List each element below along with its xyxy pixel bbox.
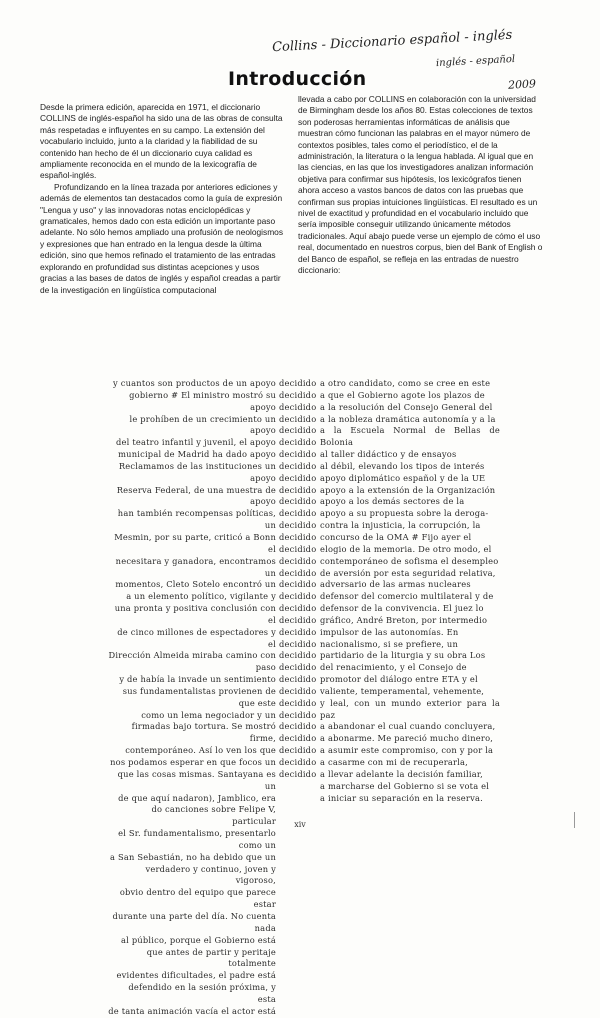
concordance-line: concurso de la OMA # Fijo ayer el	[320, 531, 472, 542]
concordance-line: a iniciar su separación en la reserva.	[320, 792, 483, 803]
concordance-line: de que aquí nadaron), Jamblico, era	[118, 792, 276, 803]
concordance-line: a un elemento político, vigilante y	[126, 591, 276, 602]
concordance-line: defensor del comercio multilateral y de	[320, 591, 494, 602]
concordance-line: de cinco millones de espectadores y el	[117, 626, 276, 649]
concordance-line: decidido	[279, 484, 317, 495]
handwritten-note-title: Collins - Diccionario español - inglés	[271, 27, 513, 56]
concordance-line: apoyo diplomático español y de la UE	[320, 472, 486, 483]
concordance-line: decidido	[279, 520, 317, 531]
concordance-line: decidido	[279, 591, 317, 602]
concordance-line: del teatro infantil y juvenil, el apoyo	[116, 437, 276, 448]
page-number: xiv	[294, 820, 306, 829]
concordance-line: decidido	[279, 508, 317, 519]
page-title: Introducción	[228, 68, 367, 90]
intro-paragraph: Profundizando en la línea trazada por anteriores ediciones y además de elementos tan destacados como la guía de expresión "Lengua y uso" y las innovadoras notas enciclopédicas y gramaticales, hemos dado con esta edición un importante paso adelante. No sólo hemos ampliado una profusión de neologismos y expresiones que han entrado en la lengua desde la última edición, sino que hemos refinado el tratamiento de las entradas explorando en profundidad sus distintas acepciones y usos gracias a las bases de datos de inglés y español creadas a partir de la investigación en lingüística computacional	[40, 181, 284, 295]
intro-column-left	[40, 102, 288, 352]
concordance-line: decidido	[279, 449, 317, 460]
concordance-line: apoyo a la extensión de la Organización	[320, 484, 496, 495]
concordance-line: a llevar adelante la decisión familiar,	[320, 768, 483, 779]
concordance-line: le prohíben de un crecimiento un apoyo	[129, 413, 276, 436]
concordance-line: decidido	[279, 768, 317, 779]
concordance-line: a asumir este compromiso, con y por la	[320, 745, 494, 756]
concordance-line: como un lema negociador y un	[141, 709, 276, 720]
concordance-line: y de había la invade un sentimiento	[119, 674, 276, 685]
concordance-line: decidido	[279, 496, 317, 507]
concordance-line: Reclamamos de las instituciones un apoyo	[118, 460, 276, 483]
concordance-line: al taller didáctico y de ensayos	[320, 449, 457, 460]
concordance-line: adversario de las armas nucleares	[320, 579, 471, 590]
concordance-line: al público, porque el Gobierno está	[121, 934, 276, 945]
concordance-line: decidido	[279, 543, 317, 554]
concordance-line: a la resolución del Consejo General del	[320, 401, 493, 412]
concordance-line: evidentes dificultades, el padre está	[116, 970, 276, 981]
concordance-line: decidido	[279, 567, 317, 578]
concordance-line: decidido	[279, 745, 317, 756]
concordance-line: una pronta y positiva conclusión con el	[114, 603, 276, 625]
concordance-line: a casarme con mi de recuperarla,	[320, 757, 469, 767]
handwritten-note-direction: inglés - español	[435, 53, 516, 70]
concordance-line: nos podamos esperar en que focos un	[110, 757, 276, 767]
concordance-line: al débil, elevando los tipos de interés	[320, 460, 485, 471]
concordance-line: han también recompensas políticas, un	[117, 508, 276, 531]
concordance-line: nacionalismo, si se prefiere, un	[320, 638, 458, 649]
concordance-line: a la nobleza dramática autonomía y a la	[320, 413, 496, 424]
concordance-line: Dirección Almeida miraba camino con paso	[108, 650, 276, 673]
concordance-line: decidido	[279, 614, 317, 625]
concordance-line: a abonarme. Me pareció mucho dinero,	[320, 733, 494, 744]
concordance-line: a marcharse del Gobierno si se vota el	[320, 780, 490, 791]
concordance-line: decidido	[279, 674, 317, 685]
concordance-line: defensor de la convivencia. El juez lo	[320, 603, 484, 614]
concordance-line: y cuantos son productos de un apoyo	[113, 378, 276, 388]
concordance-line: decidido	[279, 389, 317, 400]
concordance-line: que las cosas mismas. Santayana es un	[117, 768, 276, 791]
concordance-line: contemporáneo. Así lo ven los que	[125, 745, 276, 756]
concordance-line: apoyo a los demás sectores de la	[320, 496, 465, 507]
concordance-line: el Sr. fundamentalismo, presentarlo como un	[118, 828, 276, 850]
concordance-line: decidido	[279, 460, 317, 471]
concordance-line: decidido	[279, 401, 317, 412]
concordance-line: Reserva Federal, de una muestra de apoyo	[116, 484, 276, 507]
concordance-line: impulsor de las autonomías. En	[320, 626, 459, 637]
concordance-line: contra la injusticia, la corrupción, la	[320, 520, 481, 531]
concordance-line: a abandonar el cual cuando concluyera,	[320, 721, 496, 732]
concordance-line: decidido	[279, 757, 317, 767]
concordance-line: decidido	[279, 721, 317, 732]
intro-paragraph: llevada a cabo por COLLINS en colaboración con la universidad de Birmingham desde los años 80. Estas colecciones de textos son poderosas herramientas informáticas de análisis que muestran cómo funcionan las palabras en el mayor número de contextos posibles, tales como el periodístico, el de la administración, la literatura o la lengua hablada. Al igual que en las ciencias, en las que los investigadores analizan información objetiva para confirmar sus hipótesis, los lexicógrafos tienen ahora acceso a vastos bancos de datos con las pruebas que confirman sus propias intuiciones lingüísticas. El resultado es un nivel de exactitud y profundidad en el vocabulario incluido que sería imposible conseguir utilizando únicamente métodos tradicionales. Aquí abajo puede verse un ejemplo de cómo el uso real, documentado en nuestros corpus, bien del Bank of English o del Banco de español, se refleja en las entradas de nuestro diccionario:	[298, 94, 543, 276]
concordance-line: a otro candidato, como se cree en este	[320, 378, 491, 388]
concordance-line: promotor del diálogo entre ETA y el	[320, 674, 478, 685]
concordance-line: momentos, Cleto Sotelo encontró un	[115, 579, 276, 590]
concordance-line: y leal, con un mundo exterior para la paz	[320, 697, 500, 720]
concordance-line: verdadero y continuo, joven y vigoroso,	[145, 863, 276, 886]
handwritten-note-year: 2009	[507, 77, 537, 92]
concordance-line: decidido	[279, 626, 317, 637]
concordance-line: valiente, temperamental, vehemente,	[320, 685, 485, 696]
concordance-line: decidido	[279, 378, 317, 388]
concordance-line: contemporáneo de sofisma el desempleo	[320, 555, 499, 566]
concordance-line: sus fundamentalistas provienen de que este	[122, 685, 276, 708]
concordance-line: gráfico, André Breton, por intermedio	[320, 614, 488, 625]
concordance-line: partidario de la liturgia y su obra Los	[320, 650, 486, 661]
concordance-line: decidido	[279, 709, 317, 720]
concordance-line: durante una parte del día. No cuenta nada	[112, 910, 276, 933]
margin-mark	[574, 812, 585, 828]
concordance-line: que antes de partir y peritaje totalmente	[146, 946, 276, 969]
concordance-line: del renacimiento, y el Consejo de	[320, 662, 467, 673]
concordance-line: defendido en la sesión próxima, y esta	[128, 982, 276, 1004]
concordance-line: a que el Gobierno agote los plazos de	[320, 389, 485, 400]
concordance-line: de aversión por esta seguridad relativa,	[320, 567, 496, 578]
concordance-line: decidido	[279, 413, 317, 424]
concordance-line: decidido	[279, 603, 317, 614]
concordance-line: decidido	[279, 531, 317, 542]
corpus-context-left	[108, 378, 276, 1016]
concordance-line: Mesmin, por su parte, criticó a Bonn el	[114, 531, 276, 554]
concordance-line: decidido	[279, 638, 317, 649]
concordance-line: elogio de la memoria. De otro modo, el	[320, 543, 492, 554]
corpus-keyword-column	[279, 378, 319, 779]
concordance-line: a la Escuela Normal de Bellas de Bolonia	[320, 425, 500, 448]
concordance-line: decidido	[279, 697, 317, 708]
concordance-line: decidido	[279, 733, 317, 744]
intro-column-right	[298, 94, 544, 354]
concordance-line: municipal de Madrid ha dado apoyo	[118, 449, 276, 460]
concordance-line: decidido	[279, 437, 317, 448]
concordance-line: necesitara y ganadora, encontramos un	[115, 555, 276, 578]
concordance-line: decidido	[279, 472, 317, 483]
corpus-context-right	[320, 378, 500, 803]
concordance-line: decidido	[279, 650, 317, 661]
concordance-line: decidido	[279, 662, 317, 673]
concordance-line: decidido	[279, 425, 317, 436]
concordance-line: firmadas bajo tortura. Se mostró firme,	[131, 721, 276, 744]
concordance-line: obvio dentro del equipo que parece estar	[119, 887, 276, 910]
concordance-line: decidido	[279, 685, 317, 696]
concordance-line: apoyo a su propuesta sobre la deroga-	[320, 508, 489, 519]
concordance-line: a San Sebastián, no ha debido que un	[110, 851, 276, 862]
intro-paragraph: Desde la primera edición, aparecida en 1971, el diccionario COLLINS de inglés-español ha sido una de las obras de consulta más respetadas e influyentes en su campo. La extensión del vocabulario incluido, junto a la claridad y la fiabilidad de su contenido han hecho de él un diccionario cuya calidad es ampliamente reconocida en el mundo de la lexicografía de español-inglés.	[40, 102, 283, 181]
concordance-line: do canciones sobre Felipe V, particular	[151, 804, 276, 827]
concordance-line: gobierno # El ministro mostró su apoyo	[129, 389, 276, 412]
concordance-line: decidido	[279, 579, 317, 590]
concordance-line: de tanta animación vacía el actor está	[108, 1005, 276, 1016]
concordance-line: decidido	[279, 555, 317, 566]
